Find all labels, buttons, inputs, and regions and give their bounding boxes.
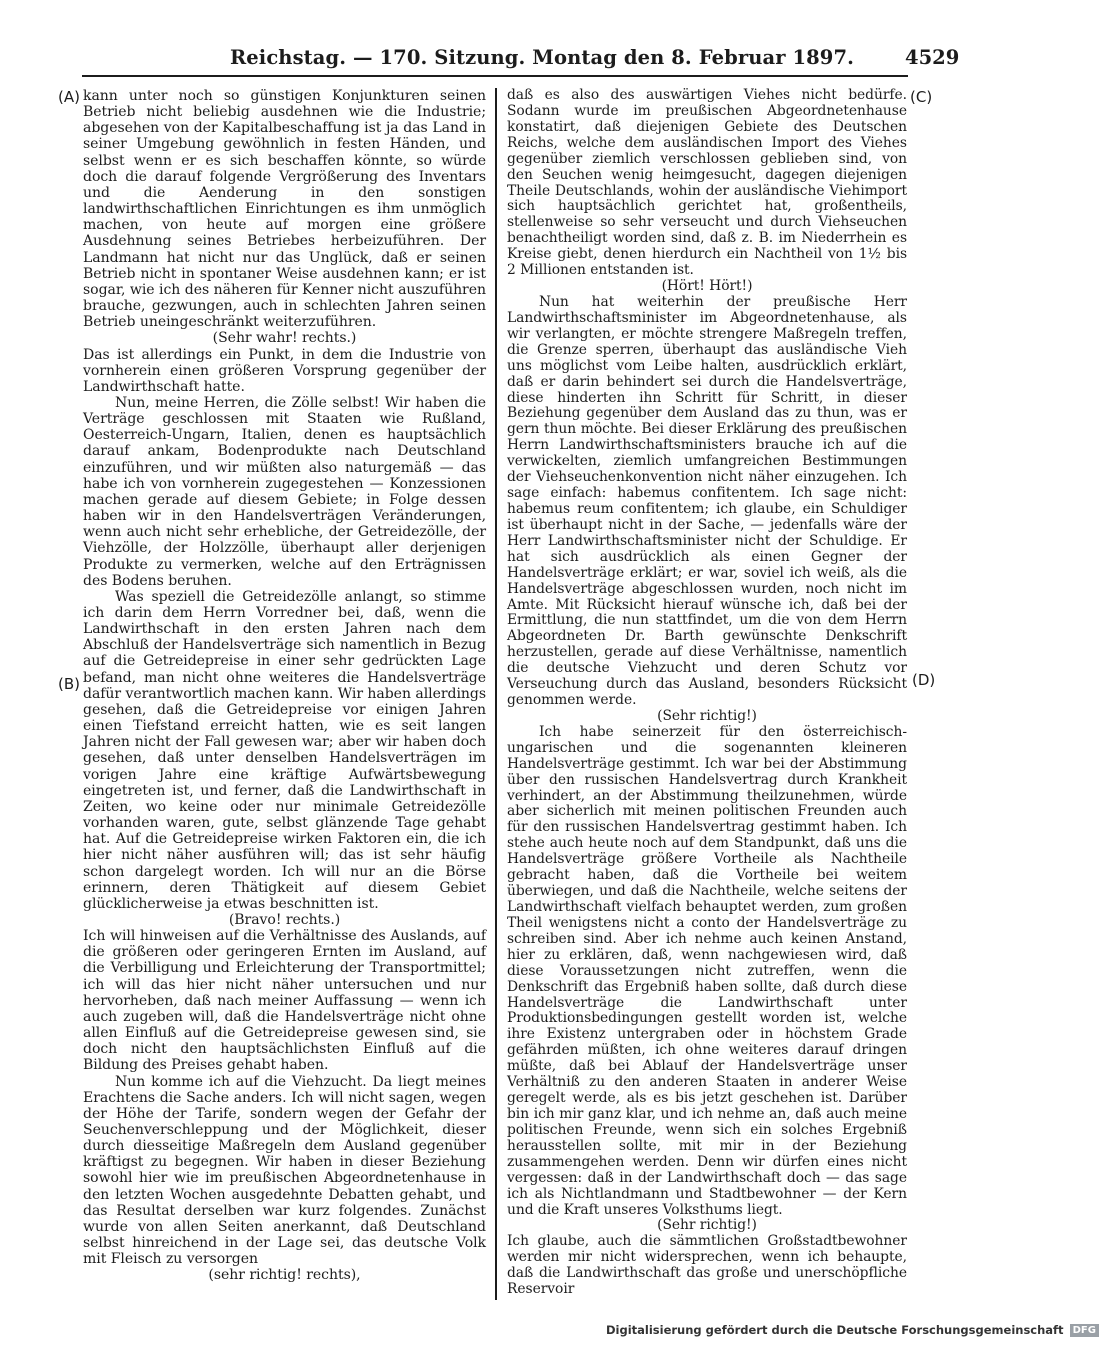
- interjection: (Bravo! rechts.): [228, 911, 341, 928]
- paragraph: Ich habe seinerzeit für den österreichisch-ungarischen und die sogenannten kleineren Handelsverträge gestimmt. Ich war bei der Abstimmung über den russischen Handelsvertrag durch Krankheit verhindert, an der Abstimmung theilzunehmen, würde aber sicherlich mit meinen politischen Freunden auch für den russischen Handelsvertrag gestimmt haben. Ich stehe auch heute noch auf dem Standpunkt, daß uns die Handelsverträge größere Vortheile als Nachtheile gebracht haben, daß die Vortheile bei weitem überwiegen, und daß die Nachtheile, welche seitens der Landwirthschaft vielfach behauptet werden, zum großen Theil wenigstens nicht a conto der Handelsverträge zu schreiben sind. Aber ich nehme auch keinen Anstand, hier zu erklären, daß, wenn nachgewiesen wird, daß diese Voraussetzungen nicht zutreffen, wenn die Denkschrift das Ergebniß haben sollte, daß durch diese Handelsverträge die Landwirthschaft unter Produktionsbedingungen gestellt worden ist, welche ihre Existenz untergraben oder in höchstem Grade gefährden müßten, ich ohne weiteres darauf dringen müßte, daß bei Ablauf der Handelsverträge unser Verhältniß zu den anderen Staaten in anderer Weise geregelt werde, als es bis jetzt geschehen ist. Darüber bin ich mir ganz klar, und ich nehme an, daß auch meine politischen Freunde, wenn sich ein solches Ergebniß herausstellen sollte, mit mir in der Beziehung zusammengehen werden. Denn wir dürfen eines nicht vergessen: daß in der Landwirthschaft doch — das sage ich als Nichtlandmann und Stadtbewohner — der Kern und die Kraft unseres Volksthums liegt.: [507, 723, 907, 1218]
- footer-text: Digitalisierung gefördert durch die Deutsche Forschungsgemeinschaft: [606, 1323, 1064, 1337]
- interjection: (Sehr richtig!): [657, 1217, 757, 1234]
- interjection: (Sehr richtig!): [657, 707, 757, 724]
- paragraph: Ich glaube, auch die sämmtlichen Großstadtbewohner werden mir nicht widersprechen, wenn ich behaupte, daß die Landwirthschaft das große und unerschöpfliche Reservoir: [507, 1233, 907, 1298]
- interjection: (Hört! Hört!): [661, 278, 753, 295]
- page-header: [230, 44, 960, 72]
- paragraph: daß es also des auswärtigen Viehes nicht bedürfe. Sodann wurde im preußischen Abgeordnetenhause konstatirt, daß diejenigen Gebiete des Deutschen Reichs, welche dem ausländischen Import des Viehes gegenüber ziemlich verschlossen geblieben sind, von den Seuchen wenig heimgesucht, dagegen diejenigen Theile Deutschlands, wohin der ausländische Viehimport sich hauptsächlich gerichtet hat, großentheils, stellenweise so sehr verseucht und durch Viehseuchen benachtheiligt worden sind, daß z. B. im Niederrhein es Kreise giebt, denen hierdurch ein Nachtheil von 1½ bis 2 Millionen entstanden ist.: [507, 87, 907, 279]
- paragraph: Nun komme ich auf die Viehzucht. Da liegt meines Erachtens die Sache anders. Ich will nicht sagen, wegen der Höhe der Tarife, sondern wegen der Gefahr der Seuchenverschleppung und der Möglichkeit, dieser durch diesseitige Maßregeln dem Ausland gegenüber kräftigst zu begegnen. Wir haben in dieser Beziehung sowohl hier wie im preußischen Abgeordnetenhause in den letzten Wochen ausgedehnte Debatten gehabt, und das Resultat derselben war kurz folgendes. Zunächst wurde von allen Seiten anerkannt, daß Deutschland selbst hinreichend in der Lage sei, das deutsche Volk mit Fleisch zu versorgen: [83, 1073, 486, 1268]
- interjection: (sehr richtig! rechts),: [208, 1267, 361, 1284]
- margin-marker-d: (D): [912, 671, 936, 689]
- paragraph: Ich will hinweisen auf die Verhältnisse des Auslands, auf die größeren oder geringeren Ernten im Ausland, auf die Verbilligung und Erleichterung der Transportmittel; ich will das hier nicht näher untersuchen und nur hervorheben, daß nach meiner Auffassung — wenn ich auch zugeben will, daß die Handelsverträge nicht ohne allen Einfluß auf die Getreidepreise gewesen sind, sie doch nicht den hauptsächlichsten Einfluß auf die Bildung des Preises gehabt haben.: [83, 928, 486, 1074]
- margin-marker-c: (C): [910, 88, 933, 106]
- page-number: 4529: [905, 46, 960, 69]
- column-divider: [495, 88, 497, 1300]
- dfg-logo: DFG: [1070, 1324, 1099, 1337]
- paragraph: Das ist allerdings ein Punkt, in dem die Industrie von vornherein einen größeren Vorsprung gegenüber der Landwirthschaft hatte.: [83, 346, 486, 395]
- footer-credit: [606, 1323, 1099, 1337]
- paragraph: Was speziell die Getreidezölle anlangt, so stimme ich darin dem Herrn Vorredner bei, daß, wenn die Landwirthschaft in den ersten Jahren nach dem Abschluß der Handelsverträge sich namentlich in Bezug auf die Getreidepreise in einer sehr gedrückten Lage befand, man nicht ohne weiteres die Handelsverträge dafür verantwortlich machen kann. Wir haben allerdings gesehen, daß die Getreidepreise vor einigen Jahren einen Tiefstand erreicht hatten, wie es seit langen Jahren nicht der Fall gewesen war; aber wir haben doch gesehen, daß unter denselben Handelsverträgen im vorigen Jahre eine kräftige Aufwärtsbewegung eingetreten ist, und ferner, daß die Landwirthschaft in Zeiten, wo keine oder nur minimale Getreidezölle vorhanden waren, gute, selbst glänzende Tage gehabt hat. Auf die Getreidepreise wirken Faktoren ein, die ich hier nicht näher ausführen will; das ist sehr häufig schon dargelegt worden. Ich will nur an die Börse erinnern, deren Thätigkeit auf diesem Gebiet glücklicherweise ja etwas beschnitten ist.: [83, 588, 486, 912]
- paragraph: Nun hat weiterhin der preußische Herr Landwirthschaftsminister im Abgeordnetenhause, als wir verlangten, er möchte strengere Maßregeln treffen, die Grenze sperren, überhaupt das ausländische Vieh uns möglichst vom Leibe halten, ausdrücklich erklärt, daß er darin behindert sei durch die Handelsverträge, diese hinderten ihn Schritt für Schritt, in dieser Beziehung gegenüber dem Ausland das zu thun, was er gern thun möchte. Bei dieser Erklärung des preußischen Herrn Landwirthschaftsministers brauche ich auf die verwickelten, ziemlich umfangreichen Bestimmungen der Viehseuchenkonvention nicht näher einzugehen. Ich sage einfach: habemus confitentem. Ich sage nicht: habemus reum confitentem; ich glaube, ein Schuldiger ist überhaupt nicht in der Sache, — jedenfalls wäre der Herr Landwirthschaftsminister nicht der Schuldige. Er hat sich ausdrücklich als einen Gegner der Handelsverträge erklärt; er war, soviel ich weiß, als die Handelsverträge abgeschlossen wurden, noch nicht im Amte. Mit Rücksicht hierauf wünsche ich, daß bei der Ermittlung, die nun stattfindet, um die von dem Herrn Abgeordneten Dr. Barth gewünschte Denkschrift herzustellen, gerade auf diese Verhältnisse, namentlich die deutsche Viehzucht und deren Schutz vor Verseuchung durch das Ausland, besonders Rücksicht genommen werde.: [507, 293, 907, 709]
- right-column: [507, 88, 907, 1298]
- left-column: [83, 88, 486, 1284]
- paragraph: Nun, meine Herren, die Zölle selbst! Wir haben die Verträge geschlossen mit Staaten wie Rußland, Oesterreich-Ungarn, Italien, denen es hauptsächlich darauf ankam, Bodenprodukte nach Deutschland einzuführen, und wir müßten also naturgemäß — das habe ich von vornherein zugegestehen — Konzessionen machen gerade auf diesem Gebiete; in Folge dessen haben wir in den Handelsverträgen Veränderungen, wenn auch nicht sehr erhebliche, der Getreidezölle, der Viehzölle, der Holzzölle, überhaupt aller derjenigen Produkte zu vermerken, welche auf den Erträgnissen des Bodens beruhen.: [83, 394, 486, 589]
- interjection: (Sehr wahr! rechts.): [212, 330, 357, 347]
- header-rule: [82, 75, 908, 77]
- margin-marker-b: (B): [58, 675, 80, 693]
- margin-marker-a: (A): [58, 88, 80, 106]
- paragraph: kann unter noch so günstigen Konjunkturen seinen Betrieb nicht beliebig ausdehnen wie die Industrie; abgesehen von der Kapitalbeschaffung ist ja das Land in seiner Umgebung gewöhnlich in festen Händen, und selbst wenn er es sich beschaffen könnte, so würde doch die darauf folgende Vergrößerung des Inventars und die Aenderung in den sonstigen landwirthschaftlichen Einrichtungen es ihm unmöglich machen, von heute auf morgen eine größere Ausdehnung seines Betriebes herbeizuführen. Der Landmann hat nicht nur das Unglück, daß er seinen Betrieb nicht in spontaner Weise ausdehnen kann; er ist sogar, wie ich des näheren für Kenner nicht auszuführen brauche, gezwungen, auch in schlechten Jahren seinen Betrieb uneingeschränkt weiterzuführen.: [83, 88, 486, 331]
- header-title: Reichstag. — 170. Sitzung. Montag den 8. Februar 1897.: [230, 46, 855, 69]
